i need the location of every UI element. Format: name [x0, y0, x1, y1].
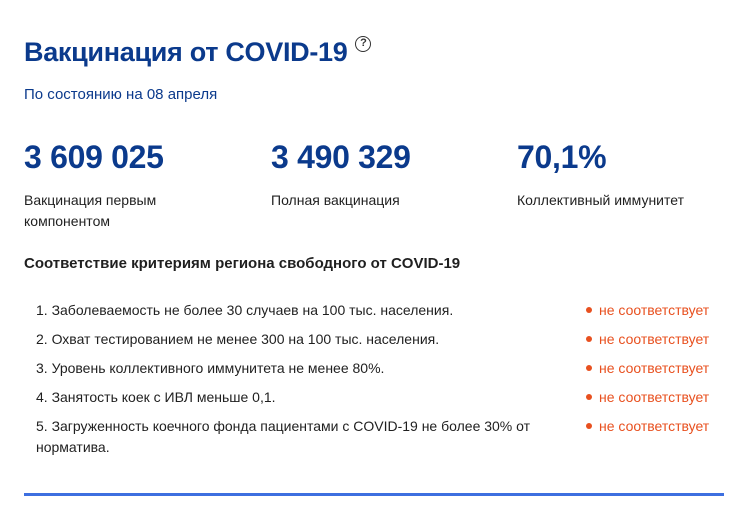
status-badge — [584, 300, 724, 321]
status-dot-icon — [586, 307, 592, 313]
as-of-date: По состоянию на 08 апреля — [24, 86, 218, 103]
question-circle-icon[interactable]: ? — [355, 36, 371, 52]
criterion-text: 1. Заболеваемость не более 30 случаев на 100 тыс. населения. — [36, 302, 454, 318]
title-row — [24, 34, 371, 70]
criteria-list — [24, 300, 724, 458]
stat-value: 3 609 025 — [24, 139, 164, 175]
status-badge — [584, 387, 724, 408]
stat-label: Коллективный иммунитет — [517, 192, 684, 208]
criteria-row — [24, 416, 724, 458]
page-title: Вакцинация от COVID-19 — [24, 37, 348, 67]
stat-label: Вакцинация первым компонентом — [24, 192, 157, 229]
criteria-heading: Соответствие критериям региона свободного от COVID-19 — [24, 255, 461, 272]
status-text: не соответствует — [599, 418, 710, 434]
stat-label: Полная вакцинация — [271, 192, 400, 208]
status-badge — [584, 329, 724, 350]
divider — [24, 493, 724, 496]
criteria-row — [24, 387, 724, 416]
criteria-row — [24, 329, 724, 358]
criteria-row — [24, 300, 724, 329]
criterion-text: 3. Уровень коллективного иммунитета не менее 80%. — [36, 360, 385, 376]
status-badge — [584, 416, 724, 437]
status-text: не соответствует — [599, 302, 710, 318]
status-text: не соответствует — [599, 360, 710, 376]
status-dot-icon — [586, 423, 592, 429]
criterion-text: 4. Занятость коек с ИВЛ меньше 0,1. — [36, 389, 276, 405]
status-dot-icon — [586, 336, 592, 342]
criterion-text: 2. Охват тестированием не менее 300 на 100 тыс. населения. — [36, 331, 440, 347]
status-badge — [584, 358, 724, 379]
stat-value: 3 490 329 — [271, 139, 411, 175]
stat-first-component — [24, 138, 224, 232]
status-dot-icon — [586, 394, 592, 400]
stat-value: 70,1% — [517, 139, 607, 175]
status-text: не соответствует — [599, 389, 710, 405]
criteria-row — [24, 358, 724, 387]
criterion-text: 5. Загруженность коечного фонда пациентами с COVID-19 не более 30% от норматива. — [36, 418, 531, 455]
stat-herd-immunity — [517, 138, 727, 211]
status-dot-icon — [586, 365, 592, 371]
stat-full-vaccination — [271, 138, 471, 211]
status-text: не соответствует — [599, 331, 710, 347]
